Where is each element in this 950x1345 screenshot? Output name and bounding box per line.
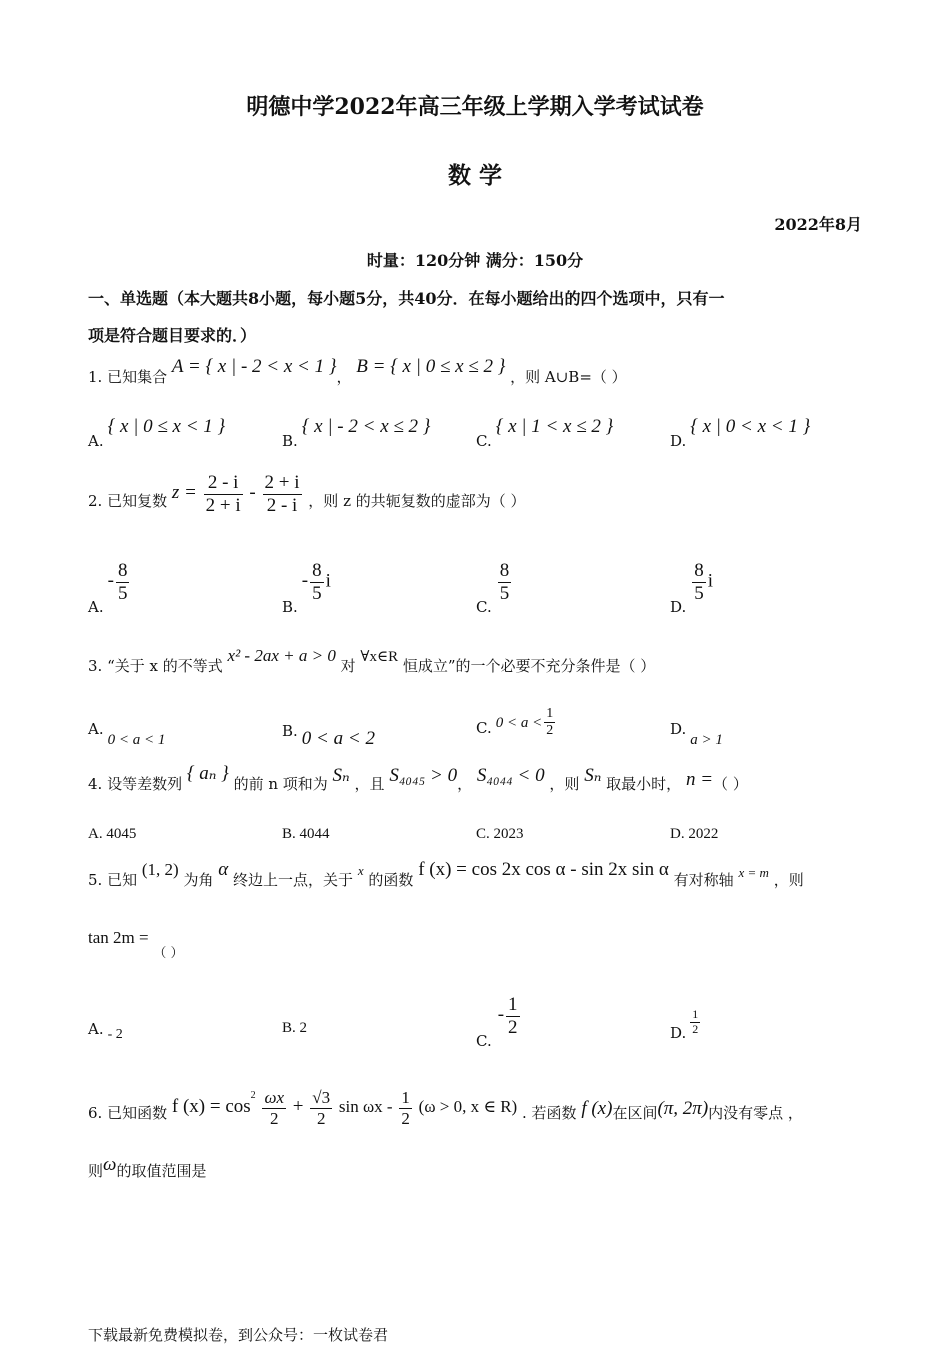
q3-suffix: 恒成立”的一个必要不充分条件是（ ） xyxy=(402,657,656,675)
section-heading-line1: 一、单选题（本大题共8小题，每小题5分，共40分．在每小题给出的四个选项中，只有一 xyxy=(88,289,725,308)
q6-line-2 xyxy=(88,1154,207,1190)
q6-text-4: 则 xyxy=(88,1162,104,1180)
question-3 xyxy=(88,646,655,686)
q5-text-5: ，则 xyxy=(773,871,804,889)
q6-condition: (ω > 0, x ∈ R) xyxy=(418,1097,518,1116)
q4-text-1: 的前 n 项和为 xyxy=(233,775,328,793)
q5-paren: （ ） xyxy=(153,946,184,961)
q4-option-c[interactable]: C. 2023 xyxy=(476,826,524,842)
q1-set-b: B = { x | 0 ≤ x ≤ 2 } xyxy=(356,356,506,377)
q5-option-c[interactable]: C.- $\frac{1}{2}$ xyxy=(476,994,518,1051)
q2-fraction-2: $\frac{2 + i}{2 - i}$ xyxy=(264,471,300,516)
q1-option-a[interactable]: A.{ x | 0 ≤ x < 1 } xyxy=(88,416,226,450)
exam-date: 2022年8月 xyxy=(774,215,862,234)
q4-text-4: 取最小时， xyxy=(606,775,682,793)
q4-n-eq: n = xyxy=(685,769,714,790)
question-1 xyxy=(88,357,627,397)
q6-sin-term: sin ωx - xyxy=(338,1097,393,1116)
q1-option-d[interactable]: D.{ x | 0 < x < 1 } xyxy=(670,416,811,450)
q5-text-3: 的函数 xyxy=(368,871,414,889)
question-5 xyxy=(88,860,804,900)
q1-options xyxy=(88,416,868,456)
q3-options xyxy=(88,706,868,750)
q2-option-c[interactable]: C. $\frac{8}{5}$ xyxy=(476,560,510,617)
q6-prefix: 6. 已知函数 xyxy=(88,1104,168,1122)
q6-fx: f (x) xyxy=(581,1098,613,1119)
q5-function: f (x) = cos 2x cos α - sin 2x sin α xyxy=(418,859,669,880)
q6-interval: (π, 2π) xyxy=(657,1098,709,1119)
q6-fraction-1: $\frac{\omega x}{2}$ xyxy=(264,1087,284,1128)
q2-option-b[interactable]: B.- $\frac{8}{5}$ i xyxy=(282,560,331,617)
q2-z: z = xyxy=(171,482,197,503)
q1-comma: ， xyxy=(336,368,352,386)
q1-option-b[interactable]: B.{ x | - 2 < x ≤ 2 } xyxy=(282,416,431,450)
q5-tan: tan 2m = xyxy=(88,928,149,947)
q5-option-d[interactable]: D. $\frac{1}{2}$ xyxy=(670,1007,699,1043)
q6-text-1: . 若函数 xyxy=(521,1104,577,1122)
footer-note: 下载最新免费模拟卷，到公众号：一枚试卷君 xyxy=(88,1326,389,1344)
q4-suffix: （ ） xyxy=(713,775,748,793)
q4-condition-1: S₄₀₄₅ > 0 xyxy=(389,765,458,786)
subject-title: 数 学 xyxy=(447,162,502,189)
q6-fraction-3: $\frac{1}{2}$ xyxy=(401,1087,410,1128)
q4-text-2: ，且 xyxy=(354,775,385,793)
q6-function-lhs: f (x) = cos xyxy=(171,1096,251,1117)
q3-option-b[interactable]: B. 0 < a < 2 xyxy=(282,722,375,749)
q3-option-a[interactable]: A.0 < a < 1 xyxy=(88,720,166,748)
q4-option-d[interactable]: D. 2022 xyxy=(670,826,719,842)
q6-text-5: 的取值范围是 xyxy=(116,1162,207,1180)
q1-option-c[interactable]: C.{ x | 1 < x ≤ 2 } xyxy=(476,416,614,450)
q6-text-2: 在区间 xyxy=(612,1104,658,1122)
q5-x: x xyxy=(357,863,364,878)
q6-omega: ω xyxy=(103,1154,117,1175)
q5-text-4: 有对称轴 xyxy=(673,871,734,889)
q4-prefix: 4. 设等差数列 xyxy=(88,775,183,793)
q3-inequality: x² - 2ax + a > 0 xyxy=(227,646,336,665)
q4-option-a[interactable]: A. 4045 xyxy=(88,826,137,842)
q1-prefix: 1. 已知集合 xyxy=(88,368,168,386)
q6-text-3: 内没有零点 ， xyxy=(708,1104,803,1122)
q4-options xyxy=(88,826,868,850)
q3-forall: ∀x∈R xyxy=(360,649,399,665)
q3-dui: 对 xyxy=(340,657,356,675)
q5-prefix: 5. 已知 xyxy=(88,871,138,889)
q2-prefix: 2. 已知复数 xyxy=(88,492,168,510)
question-4: 4. 设等差数列 { aₙ } 的前 n 项和为 Sₙ ，且 S₄₀₄₅ > 0， S₄₀₄₄ < 0 ，则 Sₙ 取最小时， n =（ ） xyxy=(88,763,748,793)
q4-sn-2: Sₙ xyxy=(584,765,602,786)
q2-suffix: ，则 z 的共轭复数的虚部为（ ） xyxy=(308,492,526,510)
q3-prefix: 3. “关于 x 的不等式 xyxy=(88,657,223,675)
section-heading-line2: 项是符合题目要求的．） xyxy=(88,326,257,345)
q4-option-b[interactable]: B. 4044 xyxy=(282,826,330,842)
q5-text-1: 为角 xyxy=(183,871,214,889)
q6-fraction-2: $\frac{√3}{2}$ xyxy=(312,1087,331,1128)
q5-alpha: α xyxy=(218,859,229,880)
q2-minus: - xyxy=(249,482,256,503)
q5-point: (1, 2) xyxy=(141,860,179,879)
question-6 xyxy=(88,1082,868,1138)
q1-set-a: A = { x | - 2 < x < 1 } xyxy=(171,356,337,377)
q5-text-2: 终边上一点，关于 xyxy=(233,871,354,889)
q4-text-3: ，则 xyxy=(549,775,580,793)
q5-axis: x = m xyxy=(738,865,769,880)
q6-square: 2 xyxy=(250,1090,256,1101)
q2-fraction-1: $\frac{2 - i}{2 + i}$ xyxy=(205,471,241,516)
q4-condition-2: S₄₀₄₄ < 0 xyxy=(476,765,545,786)
q4-sn: Sₙ xyxy=(332,765,350,786)
q6-plus: + xyxy=(292,1096,304,1117)
q2-option-d[interactable]: D. $\frac{8}{5}$ i xyxy=(670,560,714,617)
q3-option-d[interactable]: D.a > 1 xyxy=(670,720,723,748)
q5-option-b[interactable]: B. 2 xyxy=(282,1020,308,1036)
q2-option-a[interactable]: A.- $\frac{8}{5}$ xyxy=(88,560,128,617)
q5-line-2 xyxy=(88,928,184,968)
question-2 xyxy=(88,471,526,528)
q3-option-c[interactable]: C. 0 < a < $\frac{1}{2}$ xyxy=(476,706,554,739)
time-score: 时量：120分钟 满分：150分 xyxy=(366,251,584,270)
q4-sequence: { aₙ } xyxy=(186,763,229,784)
q5-option-a[interactable]: A. - 2 xyxy=(88,1020,123,1042)
exam-title: 明德中学2022年高三年级上学期入学考试试卷 xyxy=(246,94,704,120)
q1-suffix: ，则 A∪B=（ ） xyxy=(510,368,627,386)
q2-options xyxy=(88,560,868,617)
q5-options xyxy=(88,994,868,1051)
